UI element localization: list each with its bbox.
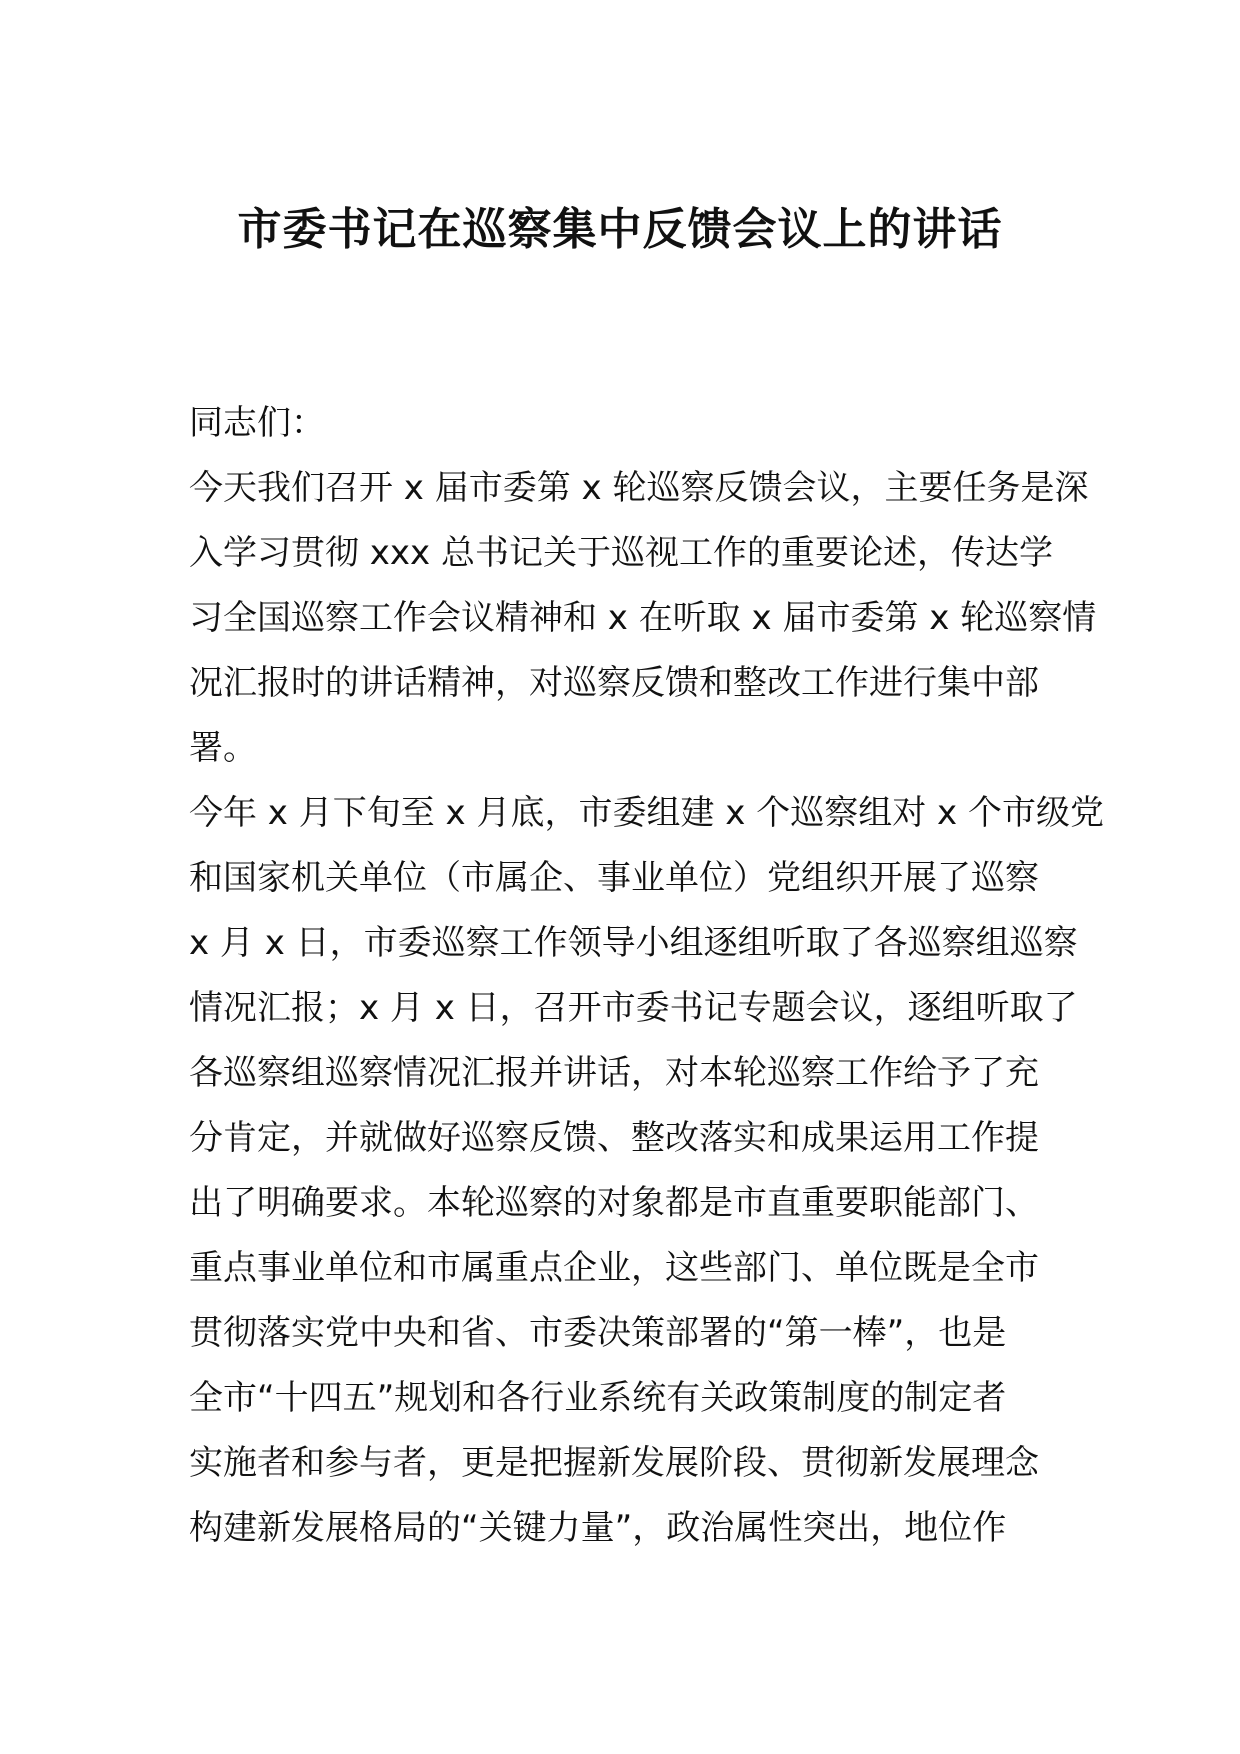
body-line: 入学习贯彻 xxx 总书记关于巡视工作的重要论述，传达学 — [189, 533, 1053, 573]
body-line: 各巡察组巡察情况汇报并讲话，对本轮巡察工作给予了充 — [189, 1053, 1039, 1093]
body-line: 况汇报时的讲话精神，对巡察反馈和整改工作进行集中部 — [189, 663, 1039, 703]
document-body — [189, 391, 1104, 1561]
document-title: 市委书记在巡察集中反馈会议上的讲话 — [237, 204, 1003, 255]
body-line: 署。 — [189, 728, 257, 768]
body-line: 贯彻落实党中央和省、市委决策部署的“第一棒”，也是 — [189, 1313, 1007, 1353]
body-line: 情况汇报；x 月 x 日，召开市委书记专题会议，逐组听取了 — [189, 988, 1078, 1028]
body-line: 今天我们召开 x 届市委第 x 轮巡察反馈会议，主要任务是深 — [189, 468, 1089, 508]
body-line-salutation: 同志们： — [189, 403, 325, 443]
body-line: 习全国巡察工作会议精神和 x 在听取 x 届市委第 x 轮巡察情 — [189, 598, 1097, 638]
body-line: x 月 x 日，市委巡察工作领导小组逐组听取了各巡察组巡察 — [189, 923, 1078, 963]
body-line: 重点事业单位和市属重点企业，这些部门、单位既是全市 — [189, 1248, 1039, 1288]
body-line: 全市“十四五”规划和各行业系统有关政策制度的制定者 — [189, 1378, 1007, 1418]
body-line: 出了明确要求。本轮巡察的对象都是市直重要职能部门、 — [189, 1183, 1039, 1223]
body-line: 和国家机关单位（市属企、事业单位）党组织开展了巡察 — [189, 858, 1039, 898]
body-line: 实施者和参与者，更是把握新发展阶段、贯彻新发展理念 — [189, 1443, 1039, 1483]
body-line: 分肯定，并就做好巡察反馈、整改落实和成果运用工作提 — [189, 1118, 1039, 1158]
body-line: 构建新发展格局的“关键力量”，政治属性突出，地位作 — [189, 1508, 1007, 1548]
body-line: 今年 x 月下旬至 x 月底，市委组建 x 个巡察组对 x 个市级党 — [189, 793, 1104, 833]
